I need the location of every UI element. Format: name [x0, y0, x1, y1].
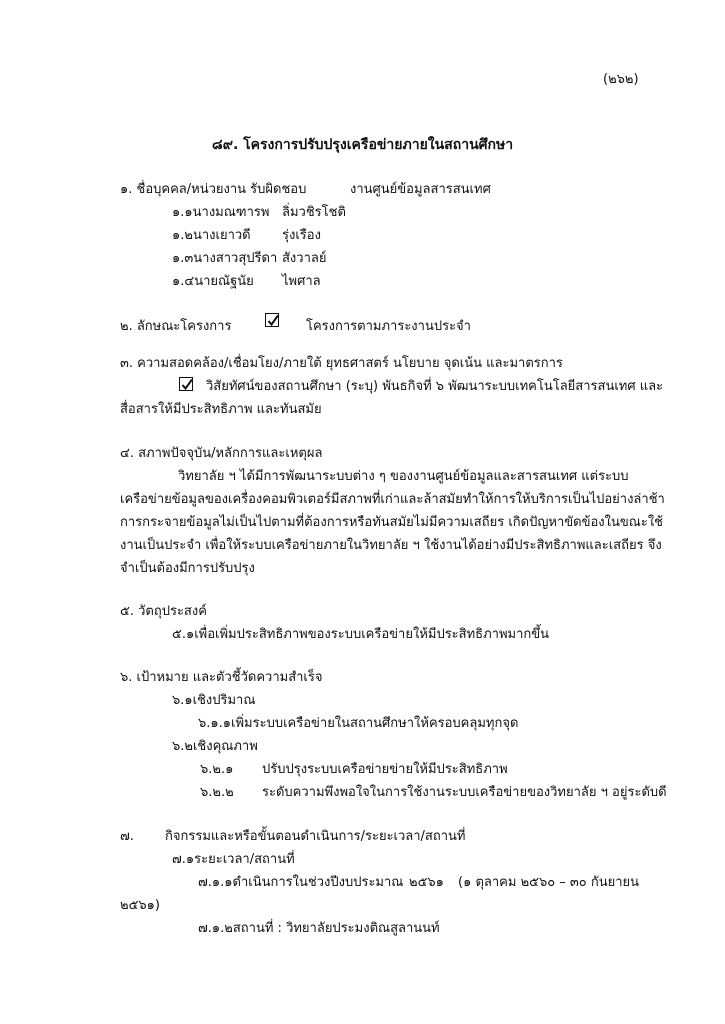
- rationale-line: การกระจายข้อมูลไม่เป็นไปตามที่ต้องการหรือทันสมัยไม่มีความเสถียร เกิดปัญหาขัดข้องในขณะใช้: [120, 515, 663, 530]
- checkbox-checked-icon: [265, 313, 279, 327]
- quality-item-number: ๖.๒.๑: [200, 762, 234, 777]
- activity-sub: ๗.๑ระยะเวลา/สถานที่: [172, 852, 295, 867]
- person-number: ๑.๑: [172, 205, 193, 220]
- period-end: ๒๕๖๑): [120, 898, 160, 913]
- rationale-line: วิทยาลัย ฯ ได้มีการพัฒนาระบบต่าง ๆ ของงานศูนย์ข้อมูลและสารสนเทศ แต่ระบบ: [178, 469, 629, 484]
- objective-item: ๕.๑เพื่อเพิ่มประสิทธิภาพของระบบเครือข่ายให้มีประสิทธิภาพมากขึ้น: [172, 627, 550, 642]
- person-name: นางสาวสุปรีดา: [193, 251, 278, 266]
- person-name: นางมณฑารพ: [192, 205, 270, 220]
- alignment-line: วิสัยทัศน์ของสถานศึกษา (ระบุ) พันธกิจที่ ๖ พัฒนาระบบเทคโนโลยีสารสนเทศ และ: [206, 379, 664, 394]
- checkbox-checked-icon: [179, 377, 193, 391]
- section-number: ๗.: [120, 829, 134, 844]
- page-number: (๒๖๒): [603, 72, 639, 87]
- period-label: ๗.๑.๑ดำเนินการในช่วงปีงบประมาณ: [198, 875, 404, 890]
- person-1: [172, 205, 269, 221]
- responsible-unit: งานศูนย์ข้อมูลสารสนเทศ: [350, 182, 491, 197]
- rationale-line: จำเป็นต้องมีการปรับปรุง: [120, 561, 255, 576]
- target-quality: ๖.๒เชิงคุณภาพ: [172, 739, 258, 754]
- project-type-option: โครงการตามภาระงานประจำ: [306, 319, 471, 334]
- section-heading: ๑. ชื่อบุคคล/หน่วยงาน รับผิดชอบ: [120, 182, 307, 197]
- quality-item-text: ปรับปรุงระบบเครือข่ายข่ายให้มีประสิทธิภาพ: [262, 762, 508, 777]
- person-2: [172, 228, 251, 244]
- section-heading: ๓. ความสอดคล้อง/เชื่อมโยง/ภายใต้ ยุทธศาสตร์ นโยบาย จุดเน้น และมาตรการ: [120, 356, 563, 371]
- person-surname: ลิ่มวชิรโชติ: [282, 205, 346, 220]
- rationale-line: งานเป็นประจำ เพื่อให้ระบบเครือข่ายภายในวิทยาลัย ฯ ใช้งานได้อย่างมีประสิทธิภาพและเสถียร จึง: [120, 538, 662, 553]
- section-heading: กิจกรรมและหรือขั้นตอนดำเนินการ/ระยะเวลา/สถานที่: [165, 829, 466, 844]
- activity-place: ๗.๑.๒สถานที่ : วิทยาลัยประมงติณสูลานนท์: [198, 921, 440, 936]
- section-heading: ๖. เป้าหมาย และตัวชี้วัดความสำเร็จ: [120, 670, 323, 685]
- section-heading: ๔. สภาพปัจจุบัน/หลักการและเหตุผล: [120, 446, 323, 461]
- person-3: [172, 251, 277, 267]
- person-surname: สังวาลย์: [282, 251, 327, 266]
- target-quantity-item: ๖.๑.๑เพิ่มระบบเครือข่ายในสถานศึกษาให้ครอบคลุมทุกจุด: [198, 716, 519, 731]
- period-range: (๑ ตุลาคม ๒๕๖๐ – ๓๐ กันยายน: [458, 875, 640, 890]
- page-title: ๘๙. โครงการปรับปรุงเครือข่ายภายในสถานศึกษา: [211, 137, 514, 153]
- rationale-line: เครือข่ายข้อมูลของเครื่องคอมพิวเตอร์มีสภาพที่เก่าและล้าสมัยทำให้การให้บริการเป็นไปอย่างล่าช้า: [120, 492, 665, 507]
- person-surname: ไพศาล: [282, 274, 321, 289]
- section-heading: ๒. ลักษณะโครงการ: [120, 319, 232, 334]
- person-number: ๑.๓: [172, 251, 194, 266]
- person-name: นายณัฐนัย: [194, 274, 254, 289]
- person-4: [172, 274, 254, 290]
- person-name: นางเยาวดี: [192, 228, 251, 243]
- section-heading: ๕. วัตถุประสงค์: [120, 604, 207, 619]
- period-year: ๒๕๖๑: [409, 875, 444, 890]
- target-quantity: ๖.๑เชิงปริมาณ: [172, 693, 256, 708]
- quality-item-number: ๖.๒.๒: [200, 785, 234, 800]
- person-number: ๑.๔: [172, 274, 195, 289]
- alignment-line: สื่อสารให้มีประสิทธิภาพ และทันสมัย: [120, 402, 322, 417]
- person-number: ๑.๒: [172, 228, 193, 243]
- quality-item-text: ระดับความพึงพอใจในการใช้งานระบบเครือข่ายของวิทยาลัย ฯ อยู่ระดับดี: [262, 785, 667, 800]
- person-surname: รุ่งเรือง: [282, 228, 321, 243]
